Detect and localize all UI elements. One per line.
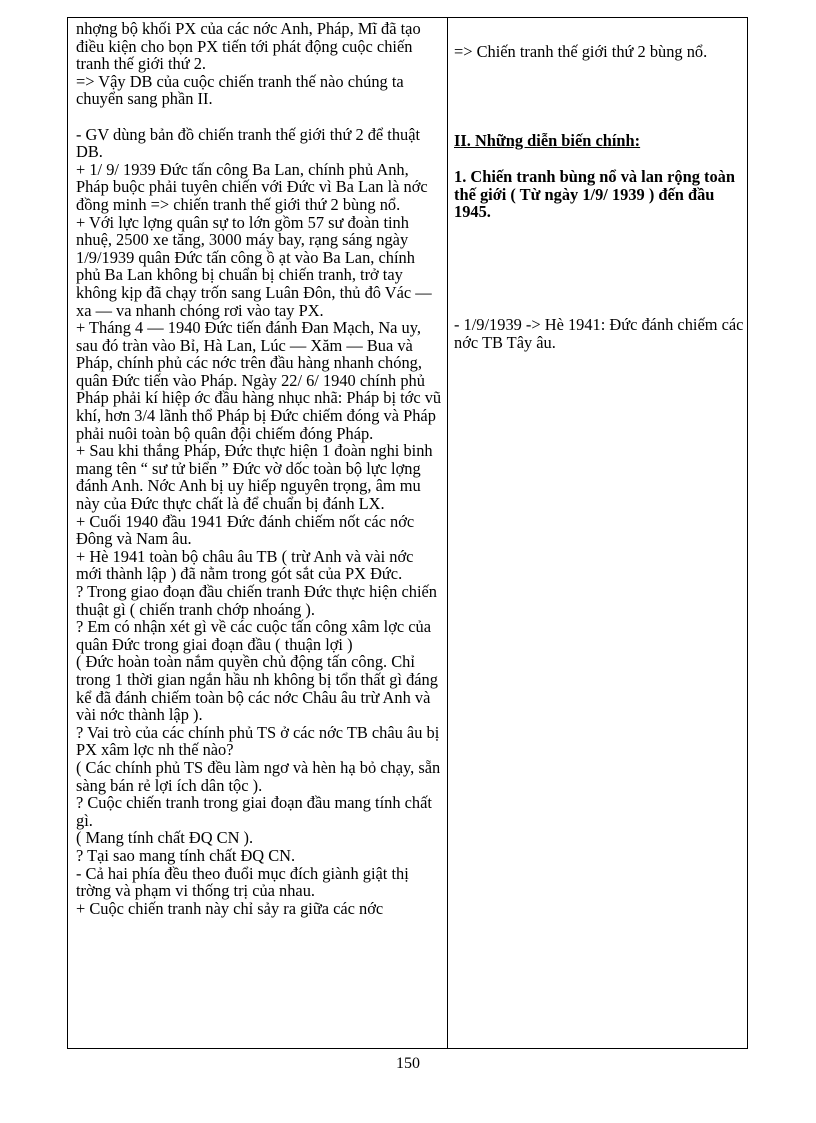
left-paragraph-2: => Vậy DB của cuộc chiến tranh thế nào chúng ta chuyển sang phần II. — [76, 71, 404, 109]
left-paragraph-11: ? Em có nhận xét gì về các cuộc tấn công xâm lợc của quân Đức trong giai đoạn đầu ( thuận lợi ) — [76, 617, 431, 654]
left-paragraph-14: ( Các chính phủ TS đều làm ngơ và hèn hạ bỏ chạy, sẵn sàng bán rẻ lợi ích dân tộc ). — [76, 757, 441, 795]
left-paragraph-7: + Sau khi thắng Pháp, Đức thực hiện 1 đoàn nghi binh mang tên “ sư tử biển ” Đức vờ dốc toàn bộ lực lợng đánh Anh. Nớc Anh bị uy hiếp nguyên trọng, âm mu này của Đức thực chất là để chuẩn bị đánh LX. — [76, 441, 433, 514]
left-paragraph-4: + 1/ 9/ 1939 Đức tấn công Ba Lan, chính phủ Anh, Pháp buộc phải tuyên chiến với Đức vì Ba Lan là nớc đồng minh => chiến tranh thế giới thứ 2 bùng nổ. — [76, 159, 428, 214]
left-paragraph-19: + Cuộc chiến tranh này chỉ sảy ra giữa các nớc — [76, 898, 384, 918]
left-paragraph-9: + Hè 1941 toàn bộ châu âu TB ( trừ Anh và vài nớc mới thành lập ) đã nằm trong gót sắt của PX Đức. — [76, 546, 414, 584]
subsection-heading: 1. Chiến tranh bùng nổ và lan rộng toàn thế giới ( Từ ngày 1/9/ 1939 ) đến đầu 1945. — [454, 167, 735, 222]
left-paragraph-1: nhợng bộ khối PX của các nớc Anh, Pháp, Mĩ đã tạo điều kiện cho bọn PX tiến tới phát động cuộc chiến tranh thế giới thứ 2. — [76, 19, 421, 74]
section-heading: II. Những diễn biến chính: — [454, 131, 641, 150]
left-paragraph-12: ( Đức hoàn toàn nắm quyền chủ động tấn công. Chỉ trong 1 thời gian ngắn hầu nh không bị tổn thất gì đáng kể đã đánh chiếm toàn bộ các nớc Châu âu trừ Anh và vài nớc thành lập ). — [76, 652, 438, 725]
left-paragraph-15: ? Cuộc chiến tranh trong giai đoạn đầu mang tính chất gì. — [76, 793, 432, 830]
teaching-activity-column — [76, 20, 442, 917]
left-paragraph-3: - GV dùng bản đồ chiến tranh thế giới thứ 2 để thuật DB. — [76, 124, 421, 162]
column-divider — [447, 18, 448, 1048]
left-paragraph-16: ( Mang tính chất ĐQ CN ). — [76, 828, 254, 848]
left-paragraph-8: + Cuối 1940 đầu 1941 Đức đánh chiếm nốt các nớc Đông và Nam âu. — [76, 511, 415, 549]
left-paragraph-18: - Cả hai phía đều theo đuổi mục đích giành giật thị trờng và phạm vi thống trị của nhau. — [76, 863, 409, 901]
outbreak-note: => Chiến tranh thế giới thứ 2 bùng nổ. — [454, 42, 708, 61]
left-spacer — [76, 108, 442, 126]
page-number: 150 — [396, 1055, 420, 1072]
left-paragraph-6: + Tháng 4 — 1940 Đức tiến đánh Đan Mạch, Na uy, sau đó tràn vào Bỉ, Hà Lan, Lúc — Xăm — Bua và Pháp, chính phủ các nớc trên đầu hàng nhanh chóng, quân Đức tiến vào Pháp. Ngày 22/ 6/ 1940 chính phủ Pháp phải kí hiệp ớc đầu hàng nhục nhã: Pháp bị tớc vũ khí, hơn 3/4 lãnh thổ Pháp bị Đức chiếm đóng và Pháp phải nuôi toàn bộ quân đội chiếm đóng Pháp. — [76, 318, 442, 443]
event-item: - 1/9/1939 -> Hè 1941: Đức đánh chiếm các nớc TB Tây âu. — [454, 315, 744, 352]
left-paragraph-13: ? Vai trò của các chính phủ TS ở các nớc TB châu âu bị PX xâm lợc nh thế nào? — [76, 722, 440, 760]
left-paragraph-5: + Với lực lợng quân sự to lớn gồm 57 sư đoàn tinh nhuệ, 2500 xe tăng, 3000 máy bay, rạng sáng ngày 1/9/1939 quân Đức tấn công ồ ạt vào Ba Lan, chính phủ Ba Lan không bị chuẩn bị chiến tranh, trở tay không kịp đã chạy trốn sang Luân Đôn, thủ đô Vác — xa — va nhanh chóng rơi vào tay PX. — [76, 212, 432, 320]
left-paragraph-17: ? Tại sao mang tính chất ĐQ CN. — [76, 845, 296, 865]
left-paragraph-10: ? Trong giao đoạn đầu chiến tranh Đức thực hiện chiến thuật gì ( chiến tranh chớp nhoáng ). — [76, 582, 437, 619]
lesson-table — [67, 17, 748, 1049]
